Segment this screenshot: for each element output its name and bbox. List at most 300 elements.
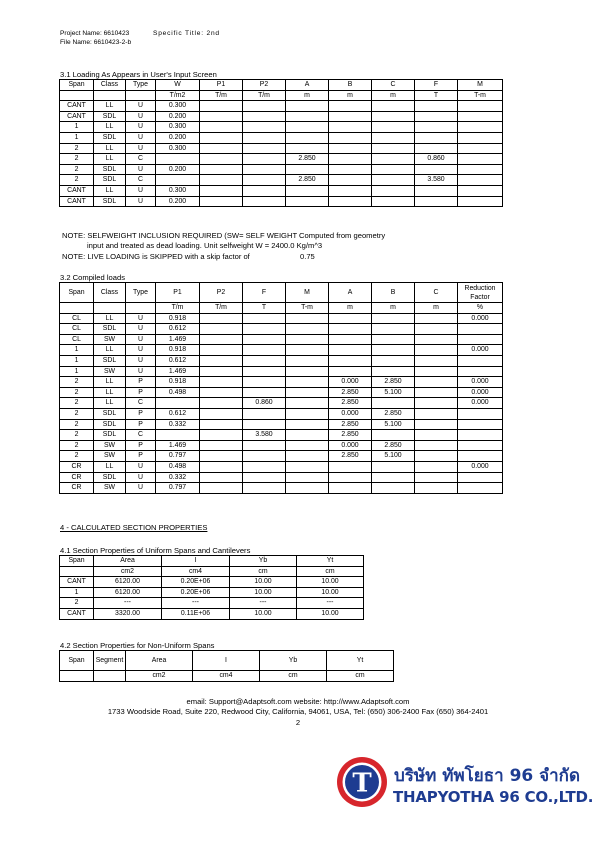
table-cell bbox=[372, 101, 415, 112]
column-header: P1 bbox=[200, 80, 243, 91]
table-cell: 10.00 bbox=[297, 577, 364, 588]
table-cell: CL bbox=[60, 313, 94, 324]
table-cell bbox=[329, 472, 372, 483]
table-cell: 1.469 bbox=[156, 334, 200, 345]
table-cell: 10.00 bbox=[230, 608, 297, 619]
table-cell: CR bbox=[60, 461, 94, 472]
table-cell bbox=[243, 440, 286, 451]
table-cell: 2.850 bbox=[286, 154, 329, 165]
column-header: F bbox=[243, 283, 286, 303]
table-cell bbox=[458, 430, 503, 441]
unit-cell: cm bbox=[297, 566, 364, 577]
table-cell bbox=[372, 154, 415, 165]
table-cell bbox=[458, 472, 503, 483]
table-cell bbox=[415, 355, 458, 366]
table-cell bbox=[458, 408, 503, 419]
table-cell: 5.100 bbox=[372, 387, 415, 398]
table-cell bbox=[415, 398, 458, 409]
table-cell bbox=[200, 154, 243, 165]
table-cell: U bbox=[126, 143, 156, 154]
table-cell: U bbox=[126, 313, 156, 324]
table-cell: SDL bbox=[94, 355, 126, 366]
table-cell: 2.850 bbox=[329, 419, 372, 430]
table-cell bbox=[286, 132, 329, 143]
table-cell bbox=[372, 461, 415, 472]
table-cell: LL bbox=[94, 313, 126, 324]
table-cell: SDL bbox=[94, 196, 126, 207]
table-cell: 0.200 bbox=[156, 196, 200, 207]
table-row bbox=[60, 387, 503, 398]
table-cell bbox=[243, 143, 286, 154]
table-cell: 0.000 bbox=[329, 377, 372, 388]
table-cell bbox=[243, 101, 286, 112]
table-cell: CR bbox=[60, 483, 94, 494]
section-4-2-title: 4.2 Section Properties for Non-Uniform Spans bbox=[60, 641, 215, 650]
table-cell: U bbox=[126, 132, 156, 143]
table-cell bbox=[329, 175, 372, 186]
table-cell bbox=[243, 132, 286, 143]
table-cell: 0.797 bbox=[156, 451, 200, 462]
table-cell bbox=[372, 143, 415, 154]
unit-cell bbox=[60, 671, 94, 682]
page-number: 2 bbox=[295, 718, 301, 727]
company-logo-icon bbox=[336, 756, 388, 808]
table-cell: CANT bbox=[60, 111, 94, 122]
table-cell: 0.612 bbox=[156, 324, 200, 335]
project-name: Project Name: 6610423 bbox=[60, 30, 130, 37]
unit-cell: cm2 bbox=[94, 566, 162, 577]
table-cell bbox=[200, 111, 243, 122]
table-cell bbox=[200, 132, 243, 143]
table-cell: LL bbox=[94, 185, 126, 196]
section-4-title: 4 - CALCULATED SECTION PROPERTIES bbox=[60, 523, 208, 532]
unit-cell: m bbox=[286, 90, 329, 101]
table-row bbox=[60, 440, 503, 451]
table-cell bbox=[458, 101, 503, 112]
table-cell: SDL bbox=[94, 419, 126, 430]
unit-cell: cm2 bbox=[126, 671, 193, 682]
skip-factor-value: 0.75 bbox=[300, 252, 315, 261]
units-row bbox=[60, 671, 394, 682]
table-cell: 3320.00 bbox=[94, 608, 162, 619]
table-cell bbox=[329, 366, 372, 377]
table-cell: LL bbox=[94, 101, 126, 112]
table-cell bbox=[243, 355, 286, 366]
table-cell: 0.332 bbox=[156, 472, 200, 483]
table-cell bbox=[243, 196, 286, 207]
column-header: Span bbox=[60, 80, 94, 91]
table-cell bbox=[243, 154, 286, 165]
table-cell: 0.498 bbox=[156, 387, 200, 398]
column-header: B bbox=[372, 283, 415, 303]
table-cell bbox=[200, 185, 243, 196]
table-cell bbox=[286, 324, 329, 335]
table-cell bbox=[329, 132, 372, 143]
table-cell bbox=[458, 355, 503, 366]
table-cell bbox=[329, 324, 372, 335]
table-cell bbox=[200, 430, 243, 441]
table-cell: LL bbox=[94, 461, 126, 472]
company-name-thai: บริษัท ทัพโยธา 96 จำกัด bbox=[394, 766, 581, 786]
table-cell bbox=[286, 483, 329, 494]
table-cell bbox=[415, 334, 458, 345]
table-cell bbox=[458, 451, 503, 462]
column-header: C bbox=[415, 283, 458, 303]
table-row bbox=[60, 598, 364, 609]
table-cell bbox=[156, 175, 200, 186]
table-row bbox=[60, 430, 503, 441]
table-cell bbox=[286, 408, 329, 419]
units-row bbox=[60, 566, 364, 577]
non-uniform-section-table bbox=[59, 650, 394, 682]
table-row bbox=[60, 483, 503, 494]
table-cell: P bbox=[126, 387, 156, 398]
table-row bbox=[60, 355, 503, 366]
unit-cell bbox=[60, 303, 94, 314]
table-cell: 0.797 bbox=[156, 483, 200, 494]
column-header: Class bbox=[94, 80, 126, 91]
column-header: A bbox=[329, 283, 372, 303]
table-cell bbox=[200, 483, 243, 494]
table-cell: 2.850 bbox=[329, 451, 372, 462]
table-cell bbox=[200, 355, 243, 366]
table-cell bbox=[329, 164, 372, 175]
table-cell: 0.000 bbox=[329, 408, 372, 419]
table-cell: 2 bbox=[60, 377, 94, 388]
table-cell bbox=[415, 164, 458, 175]
table-row bbox=[60, 408, 503, 419]
table-cell: 0.300 bbox=[156, 101, 200, 112]
table-cell bbox=[286, 387, 329, 398]
table-row bbox=[60, 577, 364, 588]
unit-cell: cm4 bbox=[193, 671, 260, 682]
table-cell bbox=[458, 196, 503, 207]
table-cell bbox=[458, 111, 503, 122]
unit-cell: T-m bbox=[458, 90, 503, 101]
table-cell bbox=[200, 324, 243, 335]
table-cell: SDL bbox=[94, 175, 126, 186]
table-cell: 0.000 bbox=[458, 461, 503, 472]
table-cell: 5.100 bbox=[372, 451, 415, 462]
table-cell bbox=[458, 164, 503, 175]
table-cell: SW bbox=[94, 483, 126, 494]
table-cell: 0.300 bbox=[156, 122, 200, 133]
table-cell bbox=[200, 451, 243, 462]
unit-cell: T/m bbox=[200, 303, 243, 314]
table-cell bbox=[200, 313, 243, 324]
unit-cell bbox=[60, 90, 94, 101]
table-cell bbox=[329, 185, 372, 196]
table-cell bbox=[200, 398, 243, 409]
table-cell: CR bbox=[60, 472, 94, 483]
table-cell: SDL bbox=[94, 408, 126, 419]
table-cell: 0.918 bbox=[156, 377, 200, 388]
table-cell bbox=[286, 430, 329, 441]
table-cell: 0.11E+06 bbox=[162, 608, 230, 619]
table-cell bbox=[200, 196, 243, 207]
unit-cell: T/m2 bbox=[156, 90, 200, 101]
table-cell: U bbox=[126, 461, 156, 472]
table-cell: C bbox=[126, 175, 156, 186]
table-cell: U bbox=[126, 366, 156, 377]
table-row bbox=[60, 334, 503, 345]
table-cell bbox=[329, 313, 372, 324]
column-header: Type bbox=[126, 283, 156, 303]
table-cell: 0.000 bbox=[458, 345, 503, 356]
table-cell: P bbox=[126, 440, 156, 451]
table-cell bbox=[329, 143, 372, 154]
table-cell: 2.850 bbox=[329, 387, 372, 398]
table-row bbox=[60, 451, 503, 462]
column-header: I bbox=[193, 651, 260, 671]
table-cell: SDL bbox=[94, 472, 126, 483]
table-cell: CL bbox=[60, 324, 94, 335]
column-header: I bbox=[162, 556, 230, 567]
table-cell bbox=[458, 185, 503, 196]
table-cell bbox=[243, 324, 286, 335]
unit-cell: T bbox=[243, 303, 286, 314]
specific-title: Specific Title: 2nd bbox=[153, 30, 220, 37]
table-cell: LL bbox=[94, 398, 126, 409]
table-cell bbox=[286, 345, 329, 356]
note-selfweight-detail: input and treated as dead loading. Unit selfweight W = 2400.0 Kg/m^3 bbox=[87, 241, 323, 250]
table-row bbox=[60, 122, 503, 133]
table-cell bbox=[200, 122, 243, 133]
unit-cell bbox=[94, 671, 126, 682]
table-cell bbox=[200, 175, 243, 186]
table-cell: 10.00 bbox=[297, 587, 364, 598]
unit-cell: T-m bbox=[286, 303, 329, 314]
table-cell bbox=[243, 472, 286, 483]
table-row bbox=[60, 154, 503, 165]
unit-cell: cm bbox=[327, 671, 394, 682]
table-cell bbox=[415, 472, 458, 483]
table-cell bbox=[372, 366, 415, 377]
table-cell: LL bbox=[94, 377, 126, 388]
table-cell: 0.200 bbox=[156, 132, 200, 143]
column-header: B bbox=[329, 80, 372, 91]
table-cell: SDL bbox=[94, 324, 126, 335]
table-row bbox=[60, 196, 503, 207]
note-selfweight: NOTE: SELFWEIGHT INCLUSION REQUIRED (SW= SELF WEIGHT Computed from geometry bbox=[62, 231, 386, 240]
table-row bbox=[60, 111, 503, 122]
table-cell bbox=[415, 483, 458, 494]
table-cell bbox=[243, 419, 286, 430]
table-cell bbox=[415, 132, 458, 143]
table-cell: 2 bbox=[60, 143, 94, 154]
column-header: Type bbox=[126, 80, 156, 91]
table-cell: CANT bbox=[60, 608, 94, 619]
table-cell bbox=[415, 324, 458, 335]
footer-email: email: Support@Adaptsoft.com website: http://www.Adaptsoft.com bbox=[186, 697, 410, 706]
column-header: Area bbox=[94, 556, 162, 567]
unit-cell: T/m bbox=[200, 90, 243, 101]
table-cell: C bbox=[126, 430, 156, 441]
table-cell: LL bbox=[94, 387, 126, 398]
table-cell: 0.20E+06 bbox=[162, 587, 230, 598]
table-row bbox=[60, 175, 503, 186]
column-header: W bbox=[156, 80, 200, 91]
section-4-1-title: 4.1 Section Properties of Uniform Spans and Cantilevers bbox=[60, 546, 251, 555]
table-row bbox=[60, 472, 503, 483]
table-cell: SW bbox=[94, 334, 126, 345]
table-cell bbox=[415, 366, 458, 377]
unit-cell: m bbox=[329, 90, 372, 101]
table-cell: 2.850 bbox=[372, 377, 415, 388]
table-cell: U bbox=[126, 164, 156, 175]
table-cell: --- bbox=[94, 598, 162, 609]
table-cell bbox=[286, 334, 329, 345]
table-cell: 0.612 bbox=[156, 355, 200, 366]
table-cell bbox=[200, 334, 243, 345]
table-cell: 2 bbox=[60, 398, 94, 409]
table-cell bbox=[243, 377, 286, 388]
table-cell: 2 bbox=[60, 387, 94, 398]
table-cell: SDL bbox=[94, 132, 126, 143]
table-cell: U bbox=[126, 101, 156, 112]
table-cell bbox=[458, 132, 503, 143]
table-cell: 0.000 bbox=[458, 377, 503, 388]
unit-cell: m bbox=[415, 303, 458, 314]
table-cell bbox=[286, 419, 329, 430]
table-cell bbox=[329, 461, 372, 472]
table-cell: CL bbox=[60, 334, 94, 345]
table-cell: 2.850 bbox=[286, 175, 329, 186]
table-cell bbox=[415, 111, 458, 122]
table-cell: CANT bbox=[60, 196, 94, 207]
table-cell: 0.200 bbox=[156, 111, 200, 122]
loading-input-table bbox=[59, 79, 503, 207]
table-row bbox=[60, 313, 503, 324]
unit-cell: cm4 bbox=[162, 566, 230, 577]
table-cell bbox=[372, 196, 415, 207]
table-cell bbox=[243, 185, 286, 196]
table-cell: 2.850 bbox=[329, 398, 372, 409]
table-cell bbox=[372, 398, 415, 409]
table-cell: 0.200 bbox=[156, 164, 200, 175]
table-cell: 3.580 bbox=[415, 175, 458, 186]
table-cell bbox=[200, 143, 243, 154]
table-cell bbox=[415, 122, 458, 133]
table-cell bbox=[156, 430, 200, 441]
table-cell bbox=[286, 185, 329, 196]
table-cell: 2 bbox=[60, 408, 94, 419]
table-cell: 2 bbox=[60, 430, 94, 441]
table-cell: LL bbox=[94, 154, 126, 165]
table-cell: LL bbox=[94, 122, 126, 133]
table-cell bbox=[458, 440, 503, 451]
table-cell: SDL bbox=[94, 430, 126, 441]
table-cell bbox=[286, 472, 329, 483]
table-cell bbox=[415, 461, 458, 472]
unit-cell bbox=[94, 303, 126, 314]
table-cell: 0.000 bbox=[458, 313, 503, 324]
table-cell: 2 bbox=[60, 440, 94, 451]
table-cell bbox=[286, 355, 329, 366]
column-header: Segment bbox=[94, 651, 126, 671]
table-cell: P bbox=[126, 408, 156, 419]
company-name-english: THAPYOTHA 96 CO.,LTD. bbox=[393, 788, 594, 806]
table-cell bbox=[415, 143, 458, 154]
table-cell: 2 bbox=[60, 598, 94, 609]
table-cell: 6120.00 bbox=[94, 587, 162, 598]
table-cell: 10.00 bbox=[230, 587, 297, 598]
table-cell: 1 bbox=[60, 345, 94, 356]
table-cell bbox=[372, 122, 415, 133]
header-row bbox=[60, 651, 394, 671]
table-cell: 2.850 bbox=[329, 430, 372, 441]
table-cell bbox=[372, 334, 415, 345]
table-cell bbox=[286, 313, 329, 324]
column-header: M bbox=[458, 80, 503, 91]
table-row bbox=[60, 345, 503, 356]
table-cell: U bbox=[126, 185, 156, 196]
table-cell bbox=[415, 377, 458, 388]
table-row bbox=[60, 419, 503, 430]
table-cell bbox=[243, 111, 286, 122]
table-cell bbox=[243, 408, 286, 419]
table-cell bbox=[329, 196, 372, 207]
table-row bbox=[60, 398, 503, 409]
table-cell: 0.300 bbox=[156, 185, 200, 196]
table-cell bbox=[415, 451, 458, 462]
table-cell bbox=[415, 313, 458, 324]
units-row bbox=[60, 303, 503, 314]
table-cell: --- bbox=[230, 598, 297, 609]
table-cell: 6120.00 bbox=[94, 577, 162, 588]
table-cell: U bbox=[126, 196, 156, 207]
table-cell bbox=[286, 122, 329, 133]
table-cell bbox=[200, 101, 243, 112]
table-cell bbox=[415, 440, 458, 451]
table-cell bbox=[243, 461, 286, 472]
table-cell bbox=[415, 408, 458, 419]
table-cell: P bbox=[126, 419, 156, 430]
file-name: File Name: 6610423-2-b bbox=[60, 39, 132, 46]
unit-cell: cm bbox=[260, 671, 327, 682]
table-cell: 2 bbox=[60, 451, 94, 462]
column-header: Yt bbox=[297, 556, 364, 567]
column-header: Yt bbox=[327, 651, 394, 671]
table-cell: 5.100 bbox=[372, 419, 415, 430]
table-cell: 0.20E+06 bbox=[162, 577, 230, 588]
table-row bbox=[60, 143, 503, 154]
table-cell bbox=[286, 377, 329, 388]
unit-cell bbox=[126, 303, 156, 314]
table-cell bbox=[372, 483, 415, 494]
table-cell bbox=[415, 185, 458, 196]
table-cell: U bbox=[126, 345, 156, 356]
table-cell bbox=[372, 132, 415, 143]
table-cell bbox=[243, 313, 286, 324]
table-cell: 0.300 bbox=[156, 143, 200, 154]
table-cell bbox=[458, 154, 503, 165]
table-cell bbox=[372, 111, 415, 122]
table-cell: 2 bbox=[60, 175, 94, 186]
table-cell bbox=[286, 111, 329, 122]
note-live-skip: NOTE: LIVE LOADING is SKIPPED with a skip factor of bbox=[62, 252, 250, 261]
table-cell bbox=[200, 387, 243, 398]
table-cell bbox=[415, 387, 458, 398]
table-row bbox=[60, 185, 503, 196]
header-row bbox=[60, 556, 364, 567]
table-cell bbox=[286, 461, 329, 472]
table-row bbox=[60, 324, 503, 335]
column-header: Yb bbox=[230, 556, 297, 567]
table-cell bbox=[372, 345, 415, 356]
table-cell: --- bbox=[162, 598, 230, 609]
table-cell bbox=[372, 324, 415, 335]
